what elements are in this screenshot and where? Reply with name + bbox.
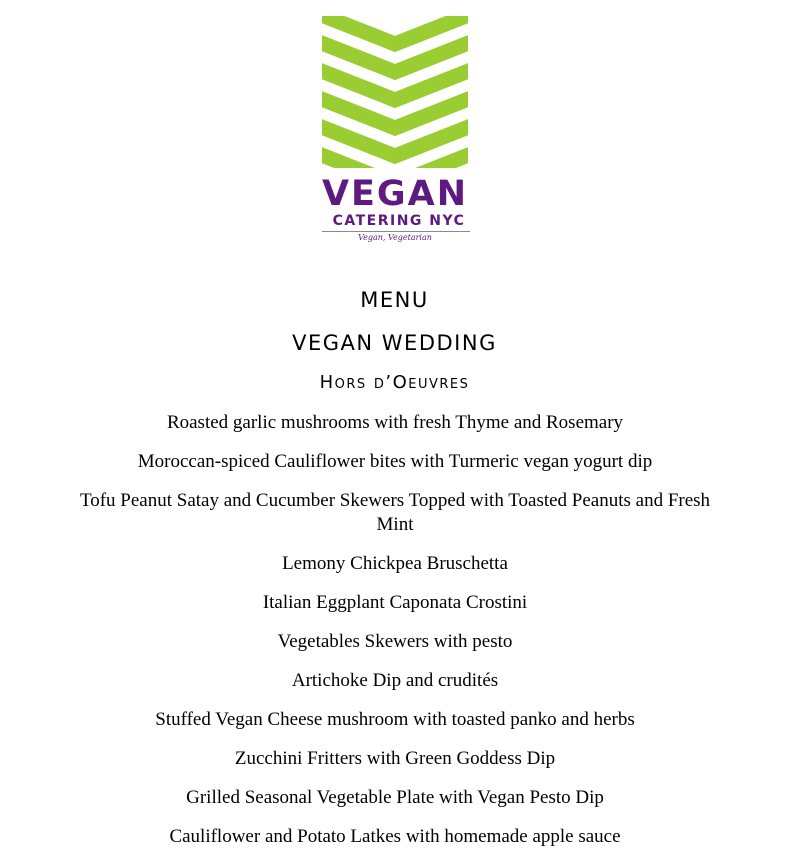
menu-item: Artichoke Dip and crudités: [291, 670, 499, 691]
logo-wordmark: VEGAN: [321, 174, 469, 214]
vegan-catering-logo: [318, 16, 474, 242]
menu-item: Tofu Peanut Satay and Cucumber Skewers Topped with Toasted Peanuts and Fresh Mint: [79, 490, 711, 535]
logo-tagline: Vegan, Vegetarian: [358, 233, 432, 242]
menu-item: Moroccan-spiced Cauliflower bites with Turmeric vegan yogurt dip: [137, 451, 653, 472]
menu-item: Stuffed Vegan Cheese mushroom with toasted panko and herbs: [155, 709, 635, 730]
menu-item-list: [60, 411, 730, 864]
menu-item: Roasted garlic mushrooms with fresh Thyme and Rosemary: [166, 412, 624, 433]
logo-subtitle: CATERING NYC: [332, 213, 466, 229]
section-title: Hors d’Oeuvres: [319, 372, 470, 393]
menu-item: Cauliflower and Potato Latkes with homemade apple sauce: [169, 826, 621, 847]
menu-item: Vegetables Skewers with pesto: [277, 631, 513, 652]
menu-item: Grilled Seasonal Vegetable Plate with Vegan Pesto Dip: [186, 787, 604, 808]
menu-item: Lemony Chickpea Bruschetta: [282, 553, 508, 574]
menu-item: Italian Eggplant Caponata Crostini: [262, 592, 528, 613]
menu-title: MENU: [360, 288, 429, 312]
menu-subtitle: VEGAN WEDDING: [292, 331, 497, 355]
chevron-logo-mark: [318, 16, 474, 172]
logo-divider: [322, 231, 470, 232]
menu-item: Zucchini Fritters with Green Goddess Dip: [234, 748, 556, 769]
